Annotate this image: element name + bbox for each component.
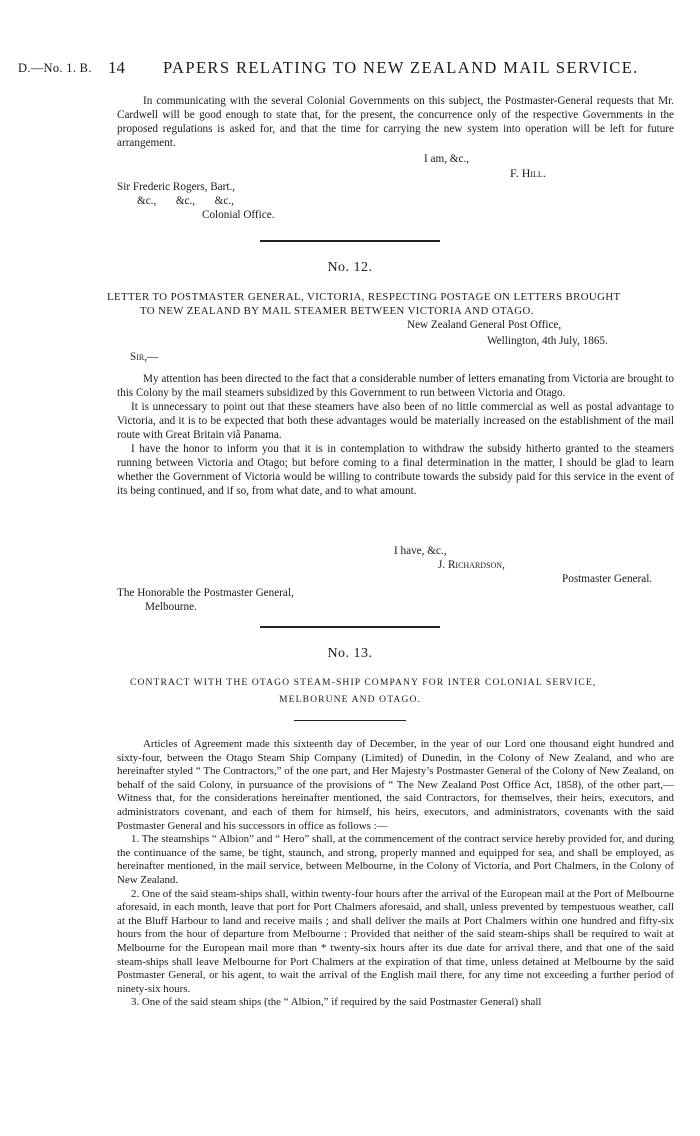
addressee-line-1: Sir Frederic Rogers, Bart., [117,181,236,193]
letter-addressee-line-2: Melbourne. [145,601,197,613]
heading-12-line-2: TO NEW ZEALAND BY MAIL STEAMER BETWEEN VICTORIA AND OTAGO. [140,305,534,317]
letter-place-date: Wellington, 4th July, 1865. [487,335,608,347]
addressee-line-2: &c., &c., &c., [137,195,234,207]
letter-closing: I have, &c., [394,545,447,557]
letter-signature-title: Postmaster General. [562,573,653,585]
letter-addressee-line-1: The Honorable the Postmaster General, [117,587,294,599]
addressee-line-3: Colonial Office. [202,209,275,221]
intro-signature: F. Hill. [510,166,546,180]
running-title: PAPERS RELATING TO NEW ZEALAND MAIL SERVICE. [163,58,639,77]
contract-clause-2: 2. One of the said steam-ships shall, within twenty-four hours after the arrival of the European mail at the Port of Melbourne aforesaid, in each month, leave that port for Port Chalmers aforesaid, and shall, unless prevented by tempestuous weather, call at the Bluff Harbour to land and receive mails ; and shall deliver the mails at Port Chalmers within one hundred and fifty-six hours from the hour of departure from Melbourne : Provided that neither of the said steam-ships shall be required to wait at Melbourne for the European mail more than * twenty-six hours after its due date for arrival there, and that one of the said steam-ships shall leave Melbourne for Port Chalmers at the expiration of that time, unless detained at Melbourne by the said Postmaster General, or his agent, to wait the arrival of the English mail there, for any time not exceeding a further period of ninety-six hours. [117,887,674,995]
letter-office: New Zealand General Post Office, [407,319,562,331]
intro-paragraph: In communicating with the several Colonial Governments on this subject, the Postmaster-General requests that Mr. Cardwell will be good enough to state that, for the present, the concurrence only of the respective Governments in the proposed regulations is asked for, and that the time for carrying the new system into operation will be left for future arrangement. [117,95,674,149]
letter-paragraph-3: I have the honor to inform you that it is in contemplation to withdraw the subsidy hitherto granted to the steamers running between Victoria and Otago; but before coming to a final determination in the matter, I should be glad to learn whether the Government of Victoria would be willing to contribute towards the subsidy paid for this service in the event of its being continued, and if so, from what date, and to what amount. [117,443,674,497]
document-reference: D.—No. 1. B. [18,61,92,75]
letter-paragraph-2: It is unnecessary to point out that these steamers have also been of no little commercial as well as postal advantage to Victoria, and it is to be expected that both these advantages would be materially increased on the establishment of the mail route with Great Britain viâ Panama. [117,401,674,441]
contract-clause-1: 1. The steamships “ Albion” and “ Hero” shall, at the commencement of the contract service hereby provided for, and during the continuance of the same, be tight, staunch, and strong, properly manned and equipped for sea, and shall be employed, as hereinafter mentioned, in the mail service, between Melbourne, in the Colony of Victoria, and Port Chalmers, in the Colony of New Zealand. [117,833,674,886]
section-divider [260,626,440,628]
letter-paragraph-1: My attention has been directed to the fact that a considerable number of letters emanating from Victoria are brought to this Colony by the mail steamers subsidized by this Government to run between Victoria and Otago. [117,373,674,399]
heading-13-line-1: CONTRACT WITH THE OTAGO STEAM-SHIP COMPANY FOR INTER COLONIAL SERVICE, [130,677,597,688]
heading-13-line-2: MELBORUNE AND OTAGO. [279,694,421,705]
letter-salutation: Sir,— [130,351,159,363]
letter-signature: J. Richardson, [438,559,505,571]
document-number-13: No. 13. [327,646,373,661]
intro-addressee [117,180,275,222]
contract-clause-3: 3. One of the said steam ships (the “ Albion,” if required by the said Postmaster General) shall [131,996,542,1009]
letter-body [117,372,674,498]
page-number: 14 [108,58,125,77]
document-number-12: No. 12. [327,260,373,275]
contract-paragraph-1: Articles of Agreement made this sixteenth day of December, in the year of our Lord one thousand eight hundred and sixty-four, between the Otago Steam Ship Company (Limited) of Dunedin, in the Colony of New Zealand, and who are hereinafter styled “ The Contractors,” of the one part, and Her Majesty’s Postmaster General of the Colony of New Zealand, on behalf of the said Colony, in pursuance of the provisions of “ The New Zealand Post Office Act, 1858), of the other part,—Witness that, for the considerations hereinafter mentioned, the said Contractors, for themselves, their heirs, executors, and administrators covenant, and each of them for himself, his heirs, executors, and administrators, covenants with the said Postmaster General and his successors in office as follows :— [117,738,674,832]
contract-body [117,738,674,1010]
running-header [18,58,682,78]
intro-closing: I am, &c., [424,153,470,165]
section-divider [294,720,406,721]
section-divider [260,240,440,242]
letter-addressee [117,586,294,614]
heading-12-line-1: LETTER TO POSTMASTER GENERAL, VICTORIA, RESPECTING POSTAGE ON LETTERS BROUGHT [107,291,621,303]
intro-section [117,94,674,150]
